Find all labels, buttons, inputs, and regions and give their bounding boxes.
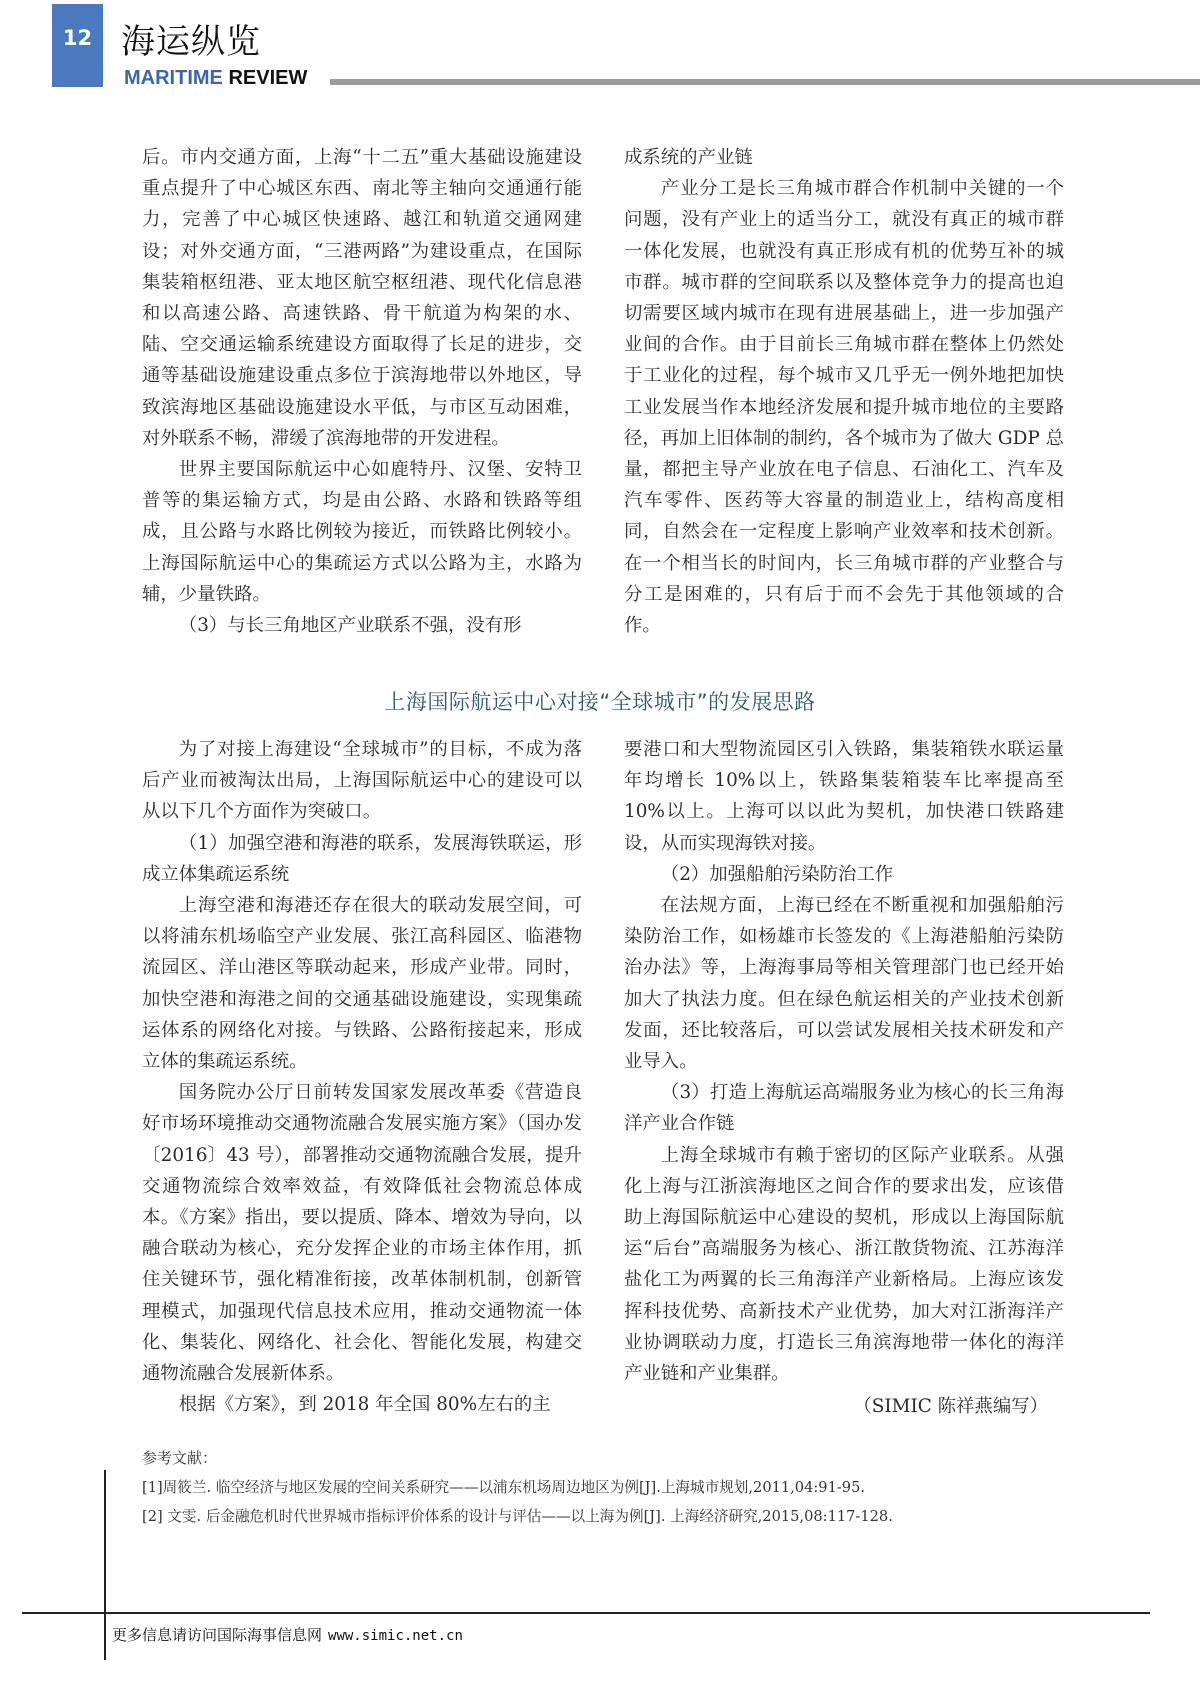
footer-url[interactable]: www.simic.net.cn	[328, 1628, 463, 1644]
magazine-subtitle	[124, 67, 307, 90]
column-bottom-right	[624, 734, 1064, 1422]
column-bottom-left	[142, 734, 582, 1420]
references	[142, 1444, 1102, 1531]
header-rule	[330, 79, 1200, 85]
author-credit: （SIMIC 陈祥燕编写）	[853, 1396, 1048, 1418]
paragraph: 在法规方面，上海已经在不断重视和加强船舶污染防治工作，如杨雄市长签发的《上海港船舶污染防治办法》等，上海海事局等相关管理部门也已经开始加大了执法力度。但在绿色航运相关的产业技术创新发面，还比较落后，可以尝试发展相关技术研发和产业导入。	[624, 895, 1064, 1073]
paragraph: 上海全球城市有赖于密切的区际产业联系。从强化上海与江浙滨海地区之间合作的要求出发，应该借助上海国际航运中心建设的契机，形成以上海国际航运“后台”高端服务为核心、浙江散货物流、江苏海洋盐化工为两翼的长三角海洋产业新格局。上海应该发挥科技优势、高新技术产业优势，加大对江浙海洋产业协调联动力度，打造长三角滨海地带一体化的海洋产业链和产业集群。	[624, 1144, 1064, 1385]
column-top-left	[142, 142, 582, 641]
paragraph: 要港口和大型物流园区引入铁路，集装箱铁水联运量年均增长 10%以上，铁路集装箱装车比率提高至 10%以上。上海可以以此为契机，加快港口铁路建设，从而实现海铁对接。	[624, 739, 1064, 854]
footer	[112, 1624, 463, 1645]
footer-text: 更多信息请访问国际海事信息网	[112, 1626, 323, 1644]
reference-item: [2] 文雯. 后金融危机时代世界城市指标评价体系的设计与评估——以上海为例[J]. 上海经济研究,2015,08:117-128.	[142, 1508, 893, 1525]
subsection-heading: （2）加强船舶污染防治工作	[660, 863, 894, 885]
page-number: 12	[62, 26, 93, 50]
reference-item: [1]周筱兰. 临空经济与地区发展的空间关系研究——以浦东机场周边地区为例[J].上海城市规划,2011,04:91-95.	[142, 1479, 866, 1496]
column-top-right	[624, 142, 1064, 641]
references-title: 参考文献：	[142, 1449, 218, 1467]
footer-vertical-rule	[104, 1470, 106, 1660]
subtitle-maritime: MARITIME	[124, 67, 223, 89]
section-heading: 上海国际航运中心对接“全球城市”的发展思路	[384, 690, 816, 714]
page-number-badge	[52, 4, 103, 87]
magazine-title: 海运纵览	[121, 22, 261, 62]
subtitle-review: REVIEW	[228, 67, 308, 89]
subsection-heading: 成系统的产业链	[624, 147, 753, 168]
footer-horizontal-rule	[22, 1612, 1150, 1614]
paragraph: 后。市内交通方面，上海“十二五”重大基础设施建设重点提升了中心城区东西、南北等主轴向交通通行能力，完善了中心城区快速路、越江和轨道交通网建设；对外交通方面，“三港两路”为建设重点，在国际集装箱枢纽港、亚太地区航空枢纽港、现代化信息港和以高速公路、高速铁路、骨干航道为构架的水、陆、空交通运输系统建设方面取得了长足的进步，交通等基础设施建设重点多位于滨海地带以外地区，导致滨海地区基础设施建设水平低，与市区互动困难，对外联系不畅，滞缓了滨海地带的开发进程。	[142, 147, 582, 449]
paragraph: 产业分工是长三角城市群合作机制中关键的一个问题，没有产业上的适当分工，就没有真正的城市群一体化发展，也就没有真正形成有机的优势互补的城市群。城市群的空间联系以及整体竞争力的提高也迫切需要区域内城市在现有进展基础上，进一步加强产业间的合作。由于目前长三角城市群在整体上仍然处于工业化的过程，每个城市又几乎无一例外地把加快工业发展当作本地经济发展和提升城市地位的主要路径，再加上旧体制的制约，各个城市为了做大 GDP 总量，都把主导产业放在电子信息、石油化工、汽车及汽车零件、医药等大容量的制造业上，结构高度相同，自然会在一定程度上影响产业效率和技术创新。在一个相当长的时间内，长三角城市群的产业整合与分工是困难的，只有后于而不会先于其他领域的合作。	[624, 178, 1064, 637]
paragraph: 国务院办公厅日前转发国家发展改革委《营造良好市场环境推动交通物流融合发展实施方案》（国办发〔2016〕43 号），部署推动交通物流融合发展，提升交通物流综合效率效益，有效降低社会物流总体成本。《方案》指出，要以提质、降本、增效为导向，以融合联动为核心，充分发挥企业的市场主体作用，抓住关键环节，强化精准衔接，改革体制机制，创新管理模式，加强现代信息技术应用，推动交通物流一体化、集装化、网络化、社会化、智能化发展，构建交通物流融合发展新体系。	[142, 1082, 582, 1385]
subsection-heading: （3）打造上海航运高端服务业为核心的长三角海洋产业合作链	[624, 1082, 1064, 1135]
paragraph: 世界主要国际航运中心如鹿特丹、汉堡、安特卫普等的集运输方式，均是由公路、水路和铁路等组成，且公路与水路比例较为接近，而铁路比例较小。上海国际航运中心的集疏运方式以公路为主，水路为辅，少量铁路。	[142, 459, 582, 605]
paragraph: 根据《方案》，到 2018 年全国 80%左右的主	[178, 1394, 551, 1416]
paragraph: 上海空港和海港还存在很大的联动发展空间，可以将浦东机场临空产业发展、张江高科园区、临港物流园区、洋山港区等联动起来，形成产业带。同时，加快空港和海港之间的交通基础设施建设，实现集疏运体系的网络化对接。与铁路、公路衔接起来，形成立体的集疏运系统。	[142, 895, 582, 1073]
paragraph: 为了对接上海建设“全球城市”的目标，不成为落后产业而被淘汰出局，上海国际航运中心的建设可以从以下几个方面作为突破口。	[142, 739, 582, 823]
subsection-heading: （1）加强空港和海港的联系，发展海铁联运，形成立体集疏运系统	[142, 832, 582, 885]
subsection-heading: （3）与长三角地区产业联系不强，没有形	[178, 615, 522, 637]
